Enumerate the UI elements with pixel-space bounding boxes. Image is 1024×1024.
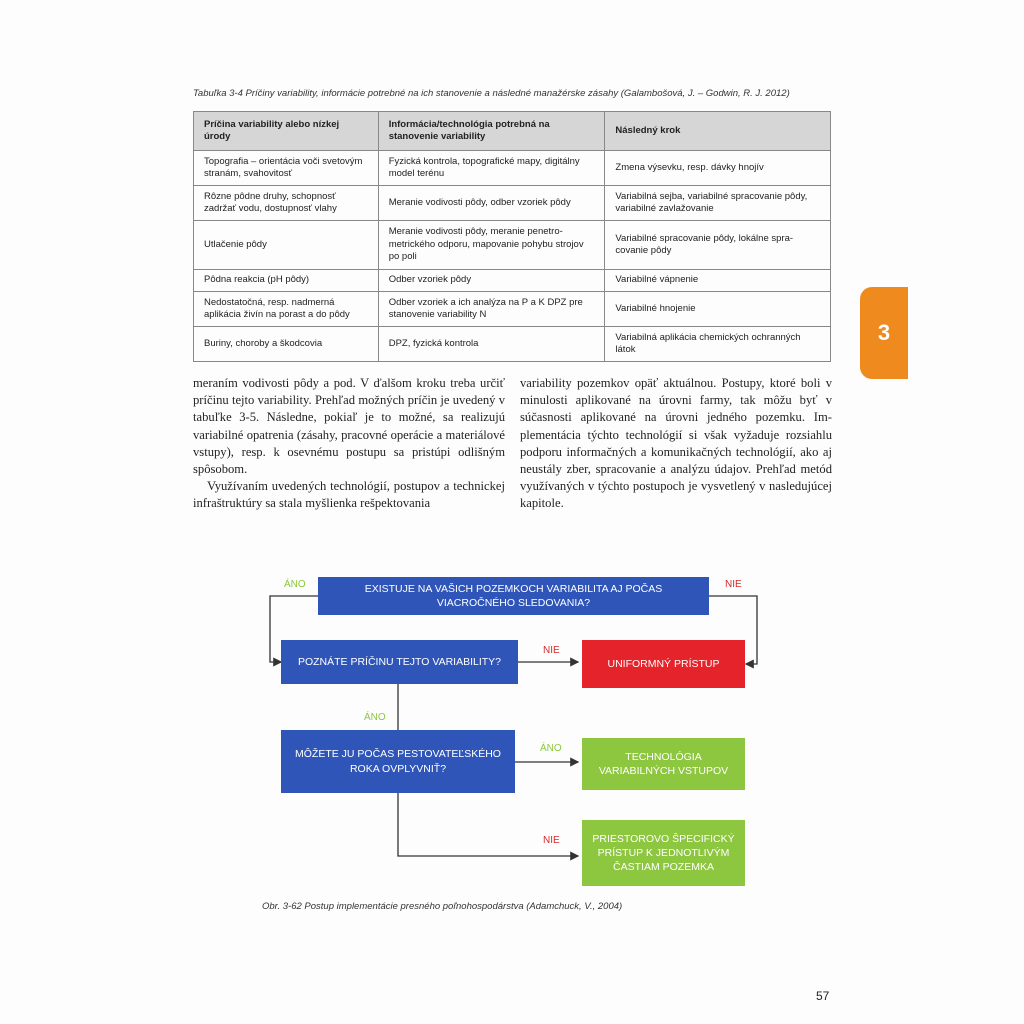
- connector-no-3: [398, 793, 578, 856]
- site-specific-box: PRIESTOROVO ŠPECIFICKÝ PRÍSTUP K JEDNOTLIVÝM ČASTIAM POZEMKA: [582, 820, 745, 886]
- question-variability-box: EXISTUJE NA VAŠICH POZEMKOCH VARIABILITA AJ POČAS VIACROČNÉHO SLEDOVANIA?: [318, 577, 709, 615]
- table-cell: Variabilná aplikácia chemických ochranných látok: [605, 327, 831, 362]
- paragraph: variability pozemkov opäť aktuálnou. Postupy, ktoré boli v minulosti aplikované na úrovni farmy, tak môžu byť v súčasnosti aplikované na úrovni jedného pozemku. Implementácia týchto technológií si však vyžaduje rozsiahlu podporu informačných a komunikačných technológií, ako aj neustály zber, spracovanie a analýzu údajov. Prehľad metód využívaných v týchto postupoch je vysvetlený v nasledujúcej kapitole.: [520, 376, 832, 511]
- table-cell: Odber vzoriek a ich analýza na P a K DPZ pre stanovenie variability N: [378, 292, 605, 327]
- table-header-cell: Príčina variability alebo nízkej úrody: [194, 112, 379, 151]
- table-cell: Buriny, choroby a škodcovia: [194, 327, 379, 362]
- question-cause-box: POZNÁTE PRÍČINU TEJTO VARIABILITY?: [281, 640, 518, 684]
- table-cell: Variabilná sejba, variabilné spracovanie pôdy, variabilné zavlažovanie: [605, 186, 831, 221]
- variable-inputs-box: TECHNOLÓGIA VARIABILNÝCH VSTUPOV: [582, 738, 745, 790]
- table-cell: Meranie vodivosti pôdy, odber vzoriek pôdy: [378, 186, 605, 221]
- table-cell: Meranie vodivosti pôdy, meranie penetrometrického odporu, mapovanie pohybu strojov po poli: [378, 221, 605, 270]
- table-cell: Nedostatočná, resp. nadmerná aplikácia živín na porast a do pôdy: [194, 292, 379, 327]
- page-number: 57: [816, 989, 830, 1003]
- table-caption: Tabuľka 3-4 Príčiny variability, informácie potrebné na ich stanovenie a následné manažérske zásahy (Galambošová, J. – Godwin, R. J. 2012): [193, 88, 790, 99]
- label-no: NIE: [543, 835, 560, 846]
- table-cell: Utlačenie pôdy: [194, 221, 379, 270]
- figure-caption: Obr. 3-62 Postup implementácie presného poľnohospodárstva (Adamchuck, V., 2004): [262, 901, 623, 912]
- label-yes: ÁNO: [540, 743, 562, 754]
- table-cell: Variabilné vápnenie: [605, 270, 831, 292]
- table-header-cell: Informácia/technológia potrebná na stanovenie variability: [378, 112, 605, 151]
- label-no: NIE: [725, 579, 742, 590]
- table-cell: Fyzická kontrola, topografické mapy, digitálny model terénu: [378, 151, 605, 186]
- label-no: NIE: [543, 645, 560, 656]
- table-cell: DPZ, fyzická kontrola: [378, 327, 605, 362]
- table-cell: Variabilné spracovanie pôdy, lokálne spracovanie pôdy: [605, 221, 831, 270]
- table-cell: Variabilné hnojenie: [605, 292, 831, 327]
- paragraph: Využívaním uvedených technológií, postupov a technickej infraštruktúry sa stala myšlienka rešpektovania: [193, 479, 505, 511]
- uniform-approach-box: UNIFORMNÝ PRÍSTUP: [582, 640, 745, 688]
- table-cell: Zmena výsevku, resp. dávky hnojív: [605, 151, 831, 186]
- paragraph: meraním vodivosti pôdy a pod. V ďalšom kroku treba určiť príčinu tejto variability. Prehľad možných príčin je uvedený v tabuľke 3-5. Následne, pokiaľ je to možné, sa realizujú variabilné opatrenia (zásahy, pracovné operácie a materiálové vstupy), resp. k osevnému postupu sa pristúpi odlišným spôsobom.: [193, 376, 505, 477]
- table-header-cell: Následný krok: [605, 112, 831, 151]
- table-cell: Topografia – orientácia voči svetovým stranám, svahovitosť: [194, 151, 379, 186]
- question-influence-box: MÔŽETE JU POČAS PESTOVATEĽSKÉHO ROKA OVPLYVNIŤ?: [281, 730, 515, 793]
- table-cell: Odber vzoriek pôdy: [378, 270, 605, 292]
- table-cell: Rôzne pôdne druhy, schopnosť zadržať vodu, dostupnosť vlahy: [194, 186, 379, 221]
- chapter-tab: 3: [860, 287, 908, 379]
- label-yes: ÁNO: [364, 712, 386, 723]
- label-yes: ÁNO: [284, 579, 306, 590]
- table-cell: Pôdna reakcia (pH pôdy): [194, 270, 379, 292]
